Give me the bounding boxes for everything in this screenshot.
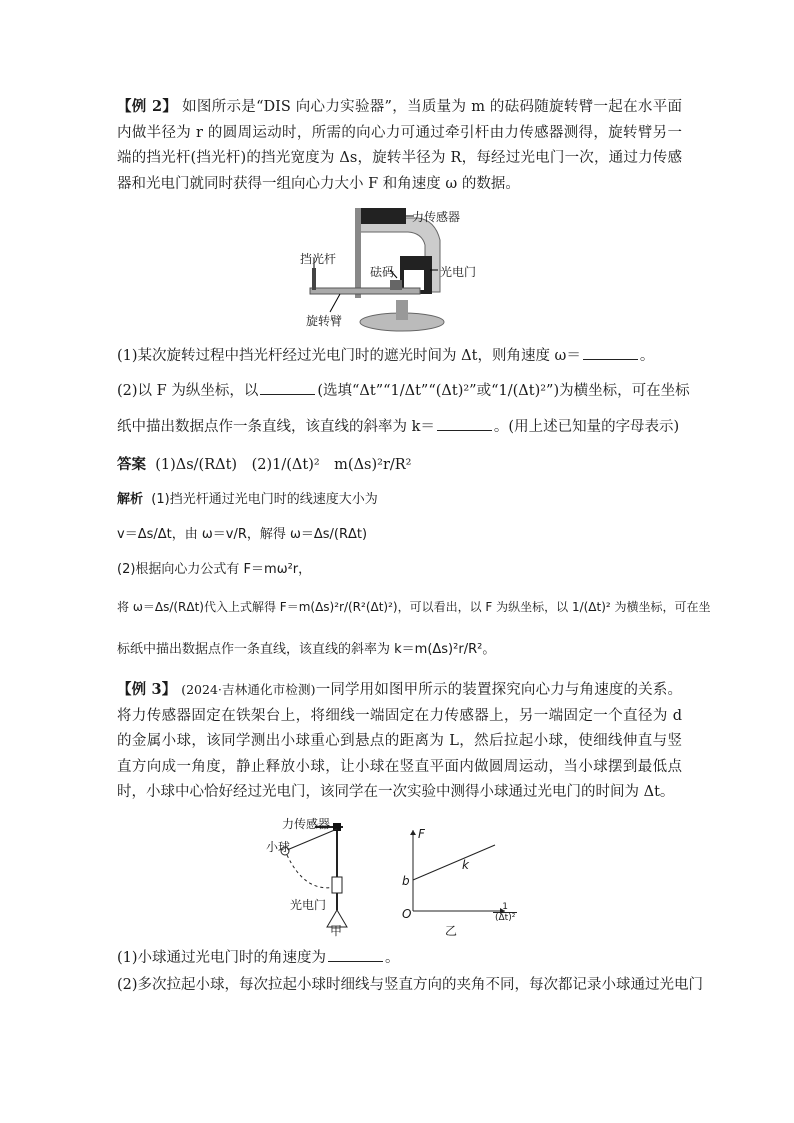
ex2-q2-line2 <box>117 416 679 437</box>
graph-slope-label: k <box>462 858 469 872</box>
ex2-q2-text-b: (选填“Δt”“1/Δt”“(Δt)²”或“1/(Δt)²”)为横坐标，可在坐标 <box>317 383 690 399</box>
label-photogate: 光电门 <box>440 265 477 279</box>
ex3-q1: (1)小球通过光电门时的角速度为 。 <box>117 947 400 968</box>
analysis-line-4: 将 ω＝Δs/(RΔt)代入上式解得 F＝m(Δs)²r/(R²(Δt)²)，可以看出，以 F 为纵坐标，以 1/(Δt)² 为横坐标，可在坐 <box>117 600 711 614</box>
label-rotating-arm: 旋转臂 <box>306 314 343 328</box>
answer-blank[interactable] <box>328 947 383 962</box>
label-fig-a-sensor: 力传感器 <box>282 817 331 831</box>
answer-blank[interactable] <box>260 380 315 395</box>
ex2-q1: (1)某次旋转过程中挡光杆经过光电门时的遮光时间为 Δt，则角速度 ω＝ 。 <box>117 345 654 366</box>
example3-paragraph <box>117 677 682 806</box>
example2-label: 【例 2】 <box>117 98 178 115</box>
ex2-q2-line1 <box>117 380 690 401</box>
ex3-q2-text: (2)多次拉起小球，每次拉起小球时细线与竖直方向的夹角不同，每次都记录小球通过光电门 <box>117 977 704 993</box>
analysis-line-2: v＝Δs/Δt，由 ω＝v/R，解得 ω＝Δs/(RΔt) <box>117 527 368 542</box>
ex2-q2-text-a: (2)以 F 为纵坐标，以 <box>117 383 259 399</box>
ex2-q1-text: (1)某次旋转过程中挡光杆经过光电门时的遮光时间为 Δt，则角速度 ω＝ <box>117 348 581 364</box>
label-light-bar: 挡光杆 <box>300 252 337 266</box>
figure-a-caption: 甲 <box>330 924 343 938</box>
ex2-analysis-1 <box>117 490 378 510</box>
ex2-analysis-5 <box>117 640 495 660</box>
answer-blank[interactable] <box>437 416 492 431</box>
label-weight: 砝码 <box>370 265 395 279</box>
analysis-line-3: (2)根据向心力公式有 F＝mω²r， <box>117 562 312 577</box>
answer-label: 答案 <box>117 456 146 473</box>
label-fig-a-gate: 光电门 <box>290 898 327 912</box>
example2-text: 如图所示是“DIS 向心力实验器”，当质量为 m 的砝码随旋转臂一起在水平面内做半径为 r 的圆周运动时，所需的向心力可通过牵引杆由力传感器测得，旋转臂另一端的挡光杆(挡光杆)的挡光宽度为 Δs，旋转半径为 R，每经过光电门一次，通过力传感器和光电门就同时获得一组向心力大小 F 和角速度 ω 的数据。 <box>117 99 683 192</box>
ex2-answer <box>117 455 412 475</box>
example2-paragraph <box>117 94 682 197</box>
ex2-q2-text-c: 纸中描出数据点作一条直线，该直线的斜率为 k＝ <box>117 419 435 435</box>
graph-x-label <box>493 902 517 923</box>
answer-blank[interactable] <box>583 345 638 360</box>
example3-label: 【例 3】 <box>117 681 177 698</box>
analysis-line-1: (1)挡光杆通过光电门时的线速度大小为 <box>151 492 378 507</box>
answer-text: (1)Δs/(RΔt) (2)1/(Δt)² m(Δs)²r/R² <box>155 457 412 473</box>
example3-text: 一同学用如图甲所示的装置探究向心力与角速度的关系。将力传感器固定在铁架台上，将细线一端固定在力传感器上，另一端固定一个直径为 d 的金属小球，该同学测出小球重心到悬点的距离为 L，然后拉起小球，使细线伸直与竖直方向成一角度，静止释放小球，让小球在竖直平面内做圆周运动，当小球摆到最低点时，小球中心恰好经过光电门，该同学在一次实验中测得小球通过光电门的时间为 Δt。 <box>117 682 683 800</box>
analysis-label: 解析 <box>117 492 144 507</box>
ex2-analysis-2 <box>117 525 367 545</box>
figure-b-caption: 乙 <box>445 924 458 938</box>
label-fig-a-ball: 小球 <box>266 840 291 854</box>
analysis-line-5: 标纸中描出数据点作一条直线，该直线的斜率为 k＝m(Δs)²r/R²。 <box>117 642 496 657</box>
label-force-sensor: 力传感器 <box>412 210 461 224</box>
ex2-analysis-3 <box>117 560 311 580</box>
graph-origin-label: O <box>402 907 412 921</box>
ex3-q2 <box>117 975 703 995</box>
example3-source: (2024·吉林通化市检测) <box>181 682 316 697</box>
graph-y-label: F <box>418 827 425 841</box>
ex2-q2-text-d: 。(用上述已知量的字母表示) <box>493 419 680 435</box>
ex2-analysis-4 <box>117 597 711 617</box>
graph-intercept-label: b <box>402 874 410 888</box>
graph-x-num: 1 <box>493 902 517 913</box>
ex3-q1-text: (1)小球通过光电门时的角速度为 <box>117 950 327 966</box>
graph-x-den: (Δt)² <box>495 913 516 923</box>
